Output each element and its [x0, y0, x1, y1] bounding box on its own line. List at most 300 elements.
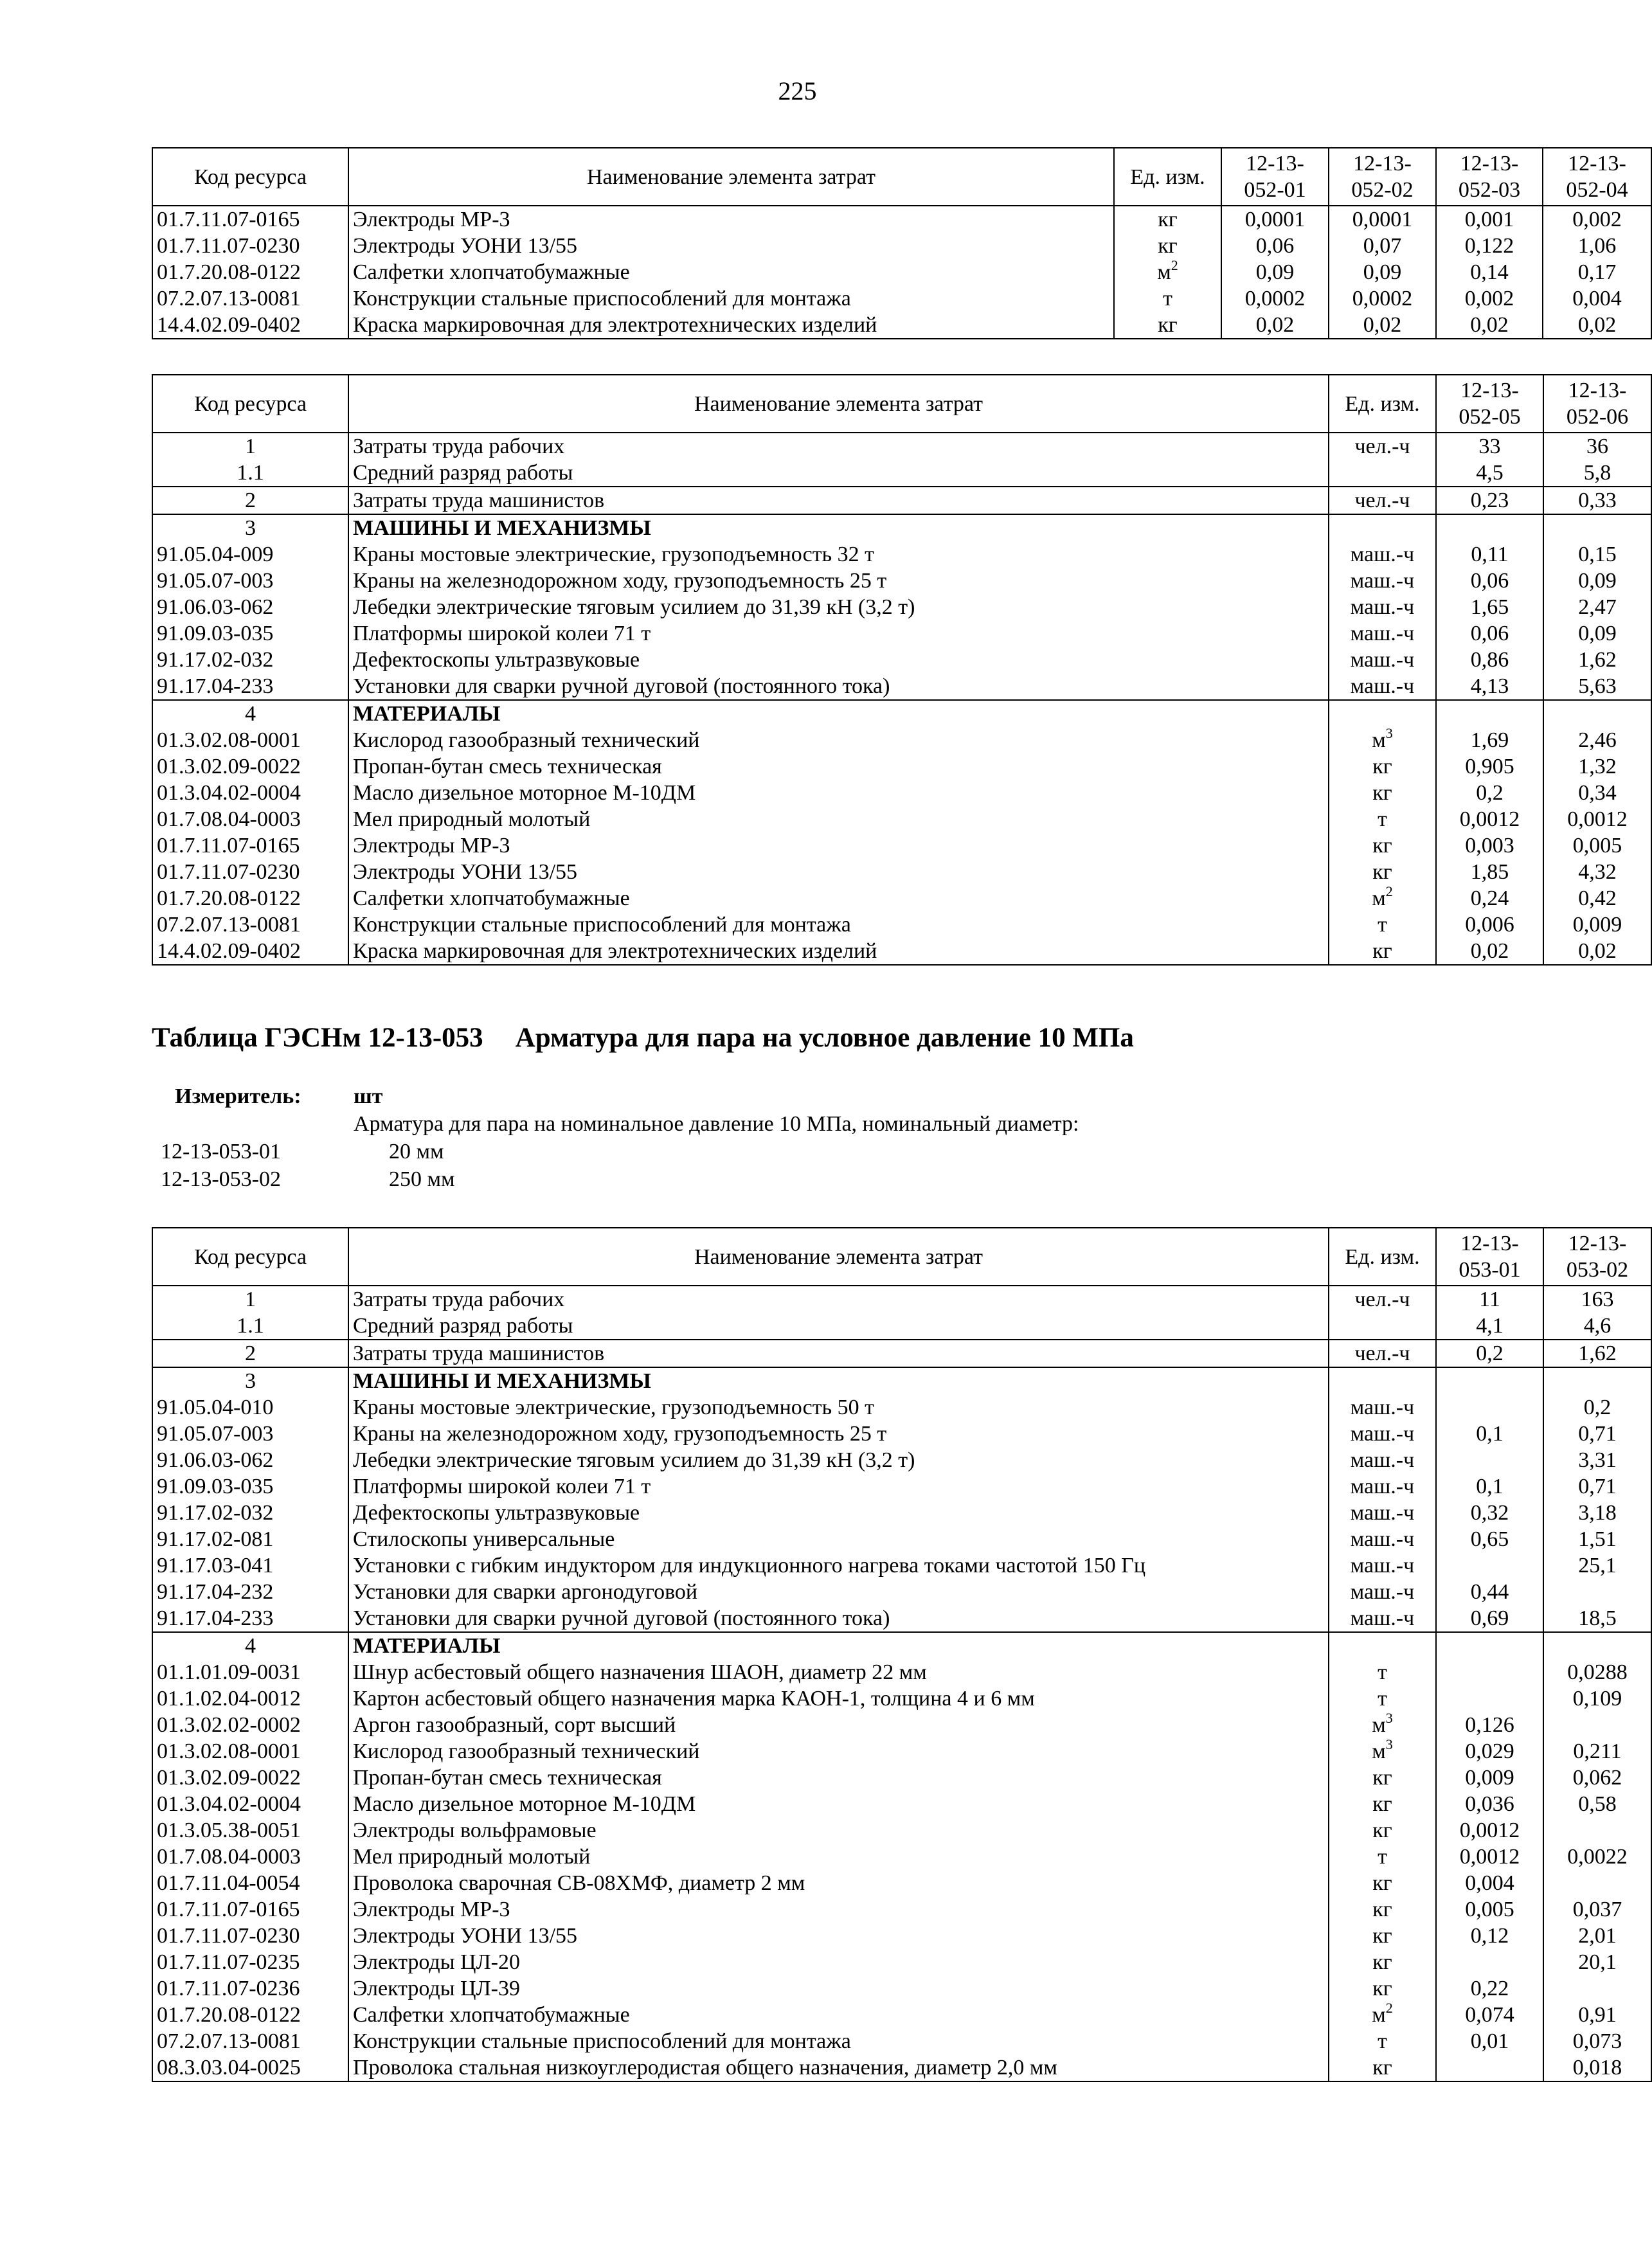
- value-cell: 1,69: [1436, 727, 1543, 753]
- value-cell: 0,22: [1436, 1975, 1543, 2002]
- header-cell: 12-13- 052-06: [1543, 375, 1651, 433]
- item-name-cell: Пропан-бутан смесь техническая: [348, 1765, 1329, 1791]
- value-cell: 2,47: [1543, 594, 1651, 620]
- value-cell: 0,0001: [1221, 206, 1329, 233]
- resource-code-cell: 91.05.04-009: [152, 541, 348, 568]
- table-row: [152, 487, 1651, 514]
- unit-cell: маш.-ч: [1329, 1447, 1436, 1473]
- page-number: 225: [778, 76, 817, 105]
- value-cell: 1,51: [1543, 1526, 1651, 1552]
- resource-table-053: [152, 1227, 1652, 2082]
- variant-text: 250 мм: [389, 1167, 455, 1191]
- table-row: [152, 1473, 1651, 1500]
- unit-cell: чел.-ч: [1329, 1286, 1436, 1313]
- resource-code-cell: 01.7.20.08-0122: [152, 259, 348, 285]
- unit-cell: $м^2$: [1329, 2002, 1436, 2028]
- unit-cell: [1329, 460, 1436, 487]
- resource-code-cell: 91.09.03-035: [152, 1473, 348, 1500]
- unit-cell: чел.-ч: [1329, 487, 1436, 514]
- value-cell: [1543, 514, 1651, 541]
- resource-code-cell: 01.7.11.07-0165: [152, 1896, 348, 1923]
- resource-code-cell: 1.1: [152, 1313, 348, 1340]
- unit-cell: маш.-ч: [1329, 1579, 1436, 1605]
- value-cell: 0,0012: [1436, 1844, 1543, 1870]
- item-name-cell: Стилоскопы универсальные: [348, 1526, 1329, 1552]
- value-cell: 1,32: [1543, 753, 1651, 780]
- resource-code-cell: 91.17.04-233: [152, 673, 348, 700]
- item-name-cell: Платформы широкой колеи 71 т: [348, 620, 1329, 647]
- header-cell: 12-13- 053-01: [1436, 1228, 1543, 1286]
- unit-cell: кг: [1329, 938, 1436, 965]
- item-name-cell: Электроды УОНИ 13/55: [348, 1923, 1329, 1949]
- resource-code-cell: 3: [152, 514, 348, 541]
- value-cell: 0,001: [1436, 206, 1543, 233]
- resource-code-cell: 4: [152, 700, 348, 727]
- resource-code-cell: 07.2.07.13-0081: [152, 2028, 348, 2054]
- header-cell: Код ресурса: [152, 148, 348, 206]
- table-row: [152, 1500, 1651, 1526]
- unit-cell: кг: [1329, 1791, 1436, 1817]
- value-cell: 0,02: [1221, 312, 1329, 339]
- value-cell: 20,1: [1543, 1949, 1651, 1975]
- item-name-cell: Краны на железнодорожном ходу, грузоподъемность 25 т: [348, 568, 1329, 594]
- item-name-cell: Масло дизельное моторное М-10ДМ: [348, 780, 1329, 806]
- header-cell: 12-13- 053-02: [1543, 1228, 1651, 1286]
- value-cell: 0,0012: [1436, 806, 1543, 832]
- unit-cell: кг: [1329, 2054, 1436, 2081]
- value-cell: 0,109: [1543, 1685, 1651, 1712]
- unit-cell: маш.-ч: [1329, 673, 1436, 700]
- resource-code-cell: 91.17.02-081: [152, 1526, 348, 1552]
- value-cell: 0,003: [1436, 832, 1543, 859]
- table-row: [152, 912, 1651, 938]
- item-name-cell: Дефектоскопы ультразвуковые: [348, 647, 1329, 673]
- value-cell: 0,0288: [1543, 1659, 1651, 1685]
- value-cell: 36: [1543, 433, 1651, 460]
- resource-code-cell: 01.7.11.07-0230: [152, 859, 348, 885]
- table-row: [152, 1975, 1651, 2002]
- table-row: [152, 859, 1651, 885]
- table-row: [152, 1605, 1651, 1632]
- resource-code-cell: 14.4.02.09-0402: [152, 938, 348, 965]
- header-cell: Ед. изм.: [1329, 375, 1436, 433]
- item-name-cell: Пропан-бутан смесь техническая: [348, 753, 1329, 780]
- resource-code-cell: 01.7.11.07-0236: [152, 1975, 348, 2002]
- resource-code-cell: 91.05.07-003: [152, 568, 348, 594]
- table-row: [152, 885, 1651, 912]
- value-cell: 5,63: [1543, 673, 1651, 700]
- unit-cell: чел.-ч: [1329, 1340, 1436, 1367]
- resource-code-cell: 01.3.02.09-0022: [152, 753, 348, 780]
- value-cell: 4,32: [1543, 859, 1651, 885]
- value-cell: 5,8: [1543, 460, 1651, 487]
- value-cell: 2,01: [1543, 1923, 1651, 1949]
- value-cell: 0,44: [1436, 1579, 1543, 1605]
- value-cell: [1436, 514, 1543, 541]
- table-row: [152, 727, 1651, 753]
- table-row: [152, 1791, 1651, 1817]
- resource-code-cell: 91.06.03-062: [152, 1447, 348, 1473]
- resource-code-cell: 01.7.11.07-0165: [152, 206, 348, 233]
- resource-code-cell: 01.7.11.07-0230: [152, 233, 348, 259]
- resource-code-cell: 1.1: [152, 460, 348, 487]
- measure-unit: шт: [354, 1084, 383, 1108]
- item-name-cell: Салфетки хлопчатобумажные: [348, 2002, 1329, 2028]
- value-cell: 0,14: [1436, 259, 1543, 285]
- item-name-cell: Краны мостовые электрические, грузоподъемность 50 т: [348, 1394, 1329, 1421]
- table-row: [152, 1844, 1651, 1870]
- item-name-cell: Электроды МР-3: [348, 206, 1114, 233]
- value-cell: 0,1: [1436, 1473, 1543, 1500]
- table-name: Арматура для пара на условное давление 10 МПа: [515, 1023, 1134, 1053]
- value-cell: [1543, 1975, 1651, 2002]
- item-name-cell: Кислород газообразный технический: [348, 727, 1329, 753]
- table-row: [152, 285, 1651, 312]
- resource-code-cell: 91.17.04-233: [152, 1605, 348, 1632]
- item-name-cell: Краска маркировочная для электротехнических изделий: [348, 312, 1114, 339]
- table-row: [152, 594, 1651, 620]
- item-name-cell: Конструкции стальные приспособлений для монтажа: [348, 285, 1114, 312]
- resource-code-cell: 91.17.04-232: [152, 1579, 348, 1605]
- value-cell: 0,005: [1543, 832, 1651, 859]
- value-cell: [1543, 1579, 1651, 1605]
- value-cell: 1,62: [1543, 1340, 1651, 1367]
- value-cell: 2,46: [1543, 727, 1651, 753]
- value-cell: 0,2: [1436, 780, 1543, 806]
- unit-cell: маш.-ч: [1329, 594, 1436, 620]
- value-cell: 11: [1436, 1286, 1543, 1313]
- header-cell: 12-13- 052-04: [1543, 148, 1651, 206]
- value-cell: 0,002: [1436, 285, 1543, 312]
- item-name-cell: Электроды УОНИ 13/55: [348, 859, 1329, 885]
- value-cell: 0,65: [1436, 1526, 1543, 1552]
- value-cell: 0,211: [1543, 1738, 1651, 1765]
- resource-code-cell: 08.3.03.04-0025: [152, 2054, 348, 2081]
- header-cell: Ед. изм.: [1114, 148, 1221, 206]
- unit-cell: $м^3$: [1329, 1738, 1436, 1765]
- unit-cell: $м^3$: [1329, 1712, 1436, 1738]
- table-row: [152, 806, 1651, 832]
- unit-cell: кг: [1114, 312, 1221, 339]
- value-cell: 4,1: [1436, 1313, 1543, 1340]
- resource-code-cell: 01.7.08.04-0003: [152, 1844, 348, 1870]
- item-name-cell: Электроды МР-3: [348, 1896, 1329, 1923]
- value-cell: [1436, 1394, 1543, 1421]
- item-name-cell: Затраты труда машинистов: [348, 1340, 1329, 1367]
- unit-cell: [1329, 514, 1436, 541]
- resource-code-cell: 4: [152, 1632, 348, 1659]
- item-name-cell: Электроды МР-3: [348, 832, 1329, 859]
- item-name-cell: Средний разряд работы: [348, 460, 1329, 487]
- table-row: [152, 1552, 1651, 1579]
- table-row: [152, 1949, 1651, 1975]
- value-cell: 1,06: [1543, 233, 1651, 259]
- value-cell: 0,004: [1543, 285, 1651, 312]
- value-cell: 0,074: [1436, 2002, 1543, 2028]
- resource-table-052-05-06: [152, 374, 1652, 966]
- resource-code-cell: 1: [152, 1286, 348, 1313]
- table-row: [152, 1765, 1651, 1791]
- unit-cell: [1329, 1313, 1436, 1340]
- table-row: [152, 1367, 1651, 1394]
- value-cell: 4,13: [1436, 673, 1543, 700]
- table-row: [152, 514, 1651, 541]
- value-cell: 4,6: [1543, 1313, 1651, 1340]
- item-name-cell: Картон асбестовый общего назначения марка КАОН-1, толщина 4 и 6 мм: [348, 1685, 1329, 1712]
- item-name-cell: Электроды вольфрамовые: [348, 1817, 1329, 1844]
- table-row: [152, 460, 1651, 487]
- table-row: [152, 206, 1651, 233]
- unit-cell: маш.-ч: [1329, 620, 1436, 647]
- resource-code-cell: 01.7.11.07-0165: [152, 832, 348, 859]
- value-cell: 0,037: [1543, 1896, 1651, 1923]
- header-cell: Наименование элемента затрат: [348, 148, 1114, 206]
- header-cell: Наименование элемента затрат: [348, 1228, 1329, 1286]
- unit-cell: $м^3$: [1329, 727, 1436, 753]
- unit-cell: [1329, 700, 1436, 727]
- resource-code-cell: 91.06.03-062: [152, 594, 348, 620]
- value-cell: 0,002: [1543, 206, 1651, 233]
- value-cell: 0,02: [1329, 312, 1436, 339]
- resource-table-052-01-04: [152, 147, 1652, 339]
- table-row: [152, 541, 1651, 568]
- value-cell: 0,09: [1543, 568, 1651, 594]
- item-name-cell: Краны мостовые электрические, грузоподъемность 32 т: [348, 541, 1329, 568]
- value-cell: 0,02: [1543, 938, 1651, 965]
- unit-cell: кг: [1329, 780, 1436, 806]
- value-cell: [1543, 1817, 1651, 1844]
- value-cell: 0,06: [1436, 568, 1543, 594]
- unit-cell: маш.-ч: [1329, 1421, 1436, 1447]
- unit-cell: т: [1329, 1685, 1436, 1712]
- unit-cell: чел.-ч: [1329, 433, 1436, 460]
- resource-code-cell: 01.7.20.08-0122: [152, 2002, 348, 2028]
- unit-cell: т: [1329, 2028, 1436, 2054]
- value-cell: 0,06: [1221, 233, 1329, 259]
- table-row: [152, 1286, 1651, 1313]
- value-cell: [1436, 1552, 1543, 1579]
- table-row: [152, 1712, 1651, 1738]
- unit-cell: маш.-ч: [1329, 1394, 1436, 1421]
- item-name-cell: МАШИНЫ И МЕХАНИЗМЫ: [348, 1367, 1329, 1394]
- table-row: [152, 1659, 1651, 1685]
- value-cell: [1436, 1447, 1543, 1473]
- value-cell: 18,5: [1543, 1605, 1651, 1632]
- item-name-cell: Электроды ЦЛ-20: [348, 1949, 1329, 1975]
- table-row: [152, 233, 1651, 259]
- unit-cell: [1329, 1367, 1436, 1394]
- table-row: [152, 1896, 1651, 1923]
- item-name-cell: МАШИНЫ И МЕХАНИЗМЫ: [348, 514, 1329, 541]
- item-name-cell: МАТЕРИАЛЫ: [348, 1632, 1329, 1659]
- unit-cell: т: [1329, 806, 1436, 832]
- value-cell: 0,71: [1543, 1421, 1651, 1447]
- value-cell: 0,06: [1436, 620, 1543, 647]
- resource-code-cell: 91.05.04-010: [152, 1394, 348, 1421]
- value-cell: 3,31: [1543, 1447, 1651, 1473]
- value-cell: 0,122: [1436, 233, 1543, 259]
- resource-code-cell: 01.1.01.09-0031: [152, 1659, 348, 1685]
- value-cell: 1,62: [1543, 647, 1651, 673]
- value-cell: 0,005: [1436, 1896, 1543, 1923]
- value-cell: [1436, 1949, 1543, 1975]
- value-cell: 0,0012: [1436, 1817, 1543, 1844]
- unit-cell: маш.-ч: [1329, 1473, 1436, 1500]
- item-name-cell: Конструкции стальные приспособлений для монтажа: [348, 2028, 1329, 2054]
- item-name-cell: Средний разряд работы: [348, 1313, 1329, 1340]
- header-cell: 12-13- 052-01: [1221, 148, 1329, 206]
- resource-code-cell: 91.09.03-035: [152, 620, 348, 647]
- value-cell: 0,01: [1436, 2028, 1543, 2054]
- value-cell: [1543, 1870, 1651, 1896]
- unit-cell: кг: [1329, 1765, 1436, 1791]
- unit-cell: кг: [1329, 1949, 1436, 1975]
- resource-code-cell: 91.17.03-041: [152, 1552, 348, 1579]
- table-header-row: [152, 148, 1651, 206]
- value-cell: 0,24: [1436, 885, 1543, 912]
- resource-code-cell: 01.3.04.02-0004: [152, 780, 348, 806]
- value-cell: 0,17: [1543, 259, 1651, 285]
- item-name-cell: Установки для сварки ручной дуговой (постоянного тока): [348, 673, 1329, 700]
- table-row: [152, 938, 1651, 965]
- item-name-cell: Электроды ЦЛ-39: [348, 1975, 1329, 2002]
- unit-cell: кг: [1329, 1870, 1436, 1896]
- unit-cell: маш.-ч: [1329, 647, 1436, 673]
- value-cell: 1,65: [1436, 594, 1543, 620]
- item-name-cell: Мел природный молотый: [348, 806, 1329, 832]
- value-cell: 0,02: [1436, 312, 1543, 339]
- value-cell: 33: [1436, 433, 1543, 460]
- table-row: [152, 832, 1651, 859]
- item-name-cell: Установки для сварки аргонодуговой: [348, 1579, 1329, 1605]
- value-cell: 0,2: [1436, 1340, 1543, 1367]
- value-cell: 0,69: [1436, 1605, 1543, 1632]
- header-cell: 12-13- 052-05: [1436, 375, 1543, 433]
- value-cell: 0,0022: [1543, 1844, 1651, 1870]
- value-cell: 0,09: [1329, 259, 1436, 285]
- resource-code-cell: 01.3.05.38-0051: [152, 1817, 348, 1844]
- resource-code-cell: 2: [152, 1340, 348, 1367]
- item-name-cell: Салфетки хлопчатобумажные: [348, 259, 1114, 285]
- value-cell: 0,11: [1436, 541, 1543, 568]
- value-cell: 0,42: [1543, 885, 1651, 912]
- value-cell: 0,12: [1436, 1923, 1543, 1949]
- value-cell: 0,33: [1543, 487, 1651, 514]
- value-cell: 0,009: [1543, 912, 1651, 938]
- item-name-cell: Краска маркировочная для электротехнических изделий: [348, 938, 1329, 965]
- value-cell: 0,0002: [1329, 285, 1436, 312]
- unit-cell: [1329, 1632, 1436, 1659]
- measure-label: Измеритель:: [175, 1084, 301, 1108]
- value-cell: [1436, 1632, 1543, 1659]
- item-name-cell: Платформы широкой колеи 71 т: [348, 1473, 1329, 1500]
- value-cell: [1436, 1685, 1543, 1712]
- value-cell: [1543, 1367, 1651, 1394]
- resource-code-cell: 07.2.07.13-0081: [152, 285, 348, 312]
- item-name-cell: Кислород газообразный технический: [348, 1738, 1329, 1765]
- unit-cell: кг: [1114, 206, 1221, 233]
- item-name-cell: Мел природный молотый: [348, 1844, 1329, 1870]
- value-cell: 0,009: [1436, 1765, 1543, 1791]
- table-row: [152, 1685, 1651, 1712]
- unit-cell: кг: [1329, 859, 1436, 885]
- value-cell: 0,07: [1329, 233, 1436, 259]
- table-row: [152, 1579, 1651, 1605]
- table-row: [152, 1817, 1651, 1844]
- resource-code-cell: 01.3.02.02-0002: [152, 1712, 348, 1738]
- item-name-cell: Конструкции стальные приспособлений для монтажа: [348, 912, 1329, 938]
- table-row: [152, 700, 1651, 727]
- unit-cell: маш.-ч: [1329, 1500, 1436, 1526]
- unit-cell: кг: [1329, 1975, 1436, 2002]
- table-row: [152, 1340, 1651, 1367]
- variant-code: 12-13-053-02: [161, 1167, 281, 1191]
- resource-code-cell: 01.7.08.04-0003: [152, 806, 348, 832]
- unit-cell: т: [1114, 285, 1221, 312]
- unit-cell: маш.-ч: [1329, 1526, 1436, 1552]
- table-header-row: [152, 1228, 1651, 1286]
- table-row: [152, 780, 1651, 806]
- unit-cell: т: [1329, 912, 1436, 938]
- table-row: [152, 1421, 1651, 1447]
- value-cell: [1436, 2054, 1543, 2081]
- value-cell: 0,23: [1436, 487, 1543, 514]
- table-row: [152, 1870, 1651, 1896]
- resource-code-cell: 1: [152, 433, 348, 460]
- table-row: [152, 1632, 1651, 1659]
- value-cell: 0,2: [1543, 1394, 1651, 1421]
- value-cell: 0,0012: [1543, 806, 1651, 832]
- table-row: [152, 1394, 1651, 1421]
- table-header-row: [152, 375, 1651, 433]
- value-cell: 163: [1543, 1286, 1651, 1313]
- value-cell: 0,0001: [1329, 206, 1436, 233]
- unit-cell: кг: [1329, 832, 1436, 859]
- resource-code-cell: 91.05.07-003: [152, 1421, 348, 1447]
- header-cell: 12-13- 052-02: [1329, 148, 1436, 206]
- item-name-cell: Шнур асбестовый общего назначения ШАОН, диаметр 22 мм: [348, 1659, 1329, 1685]
- header-cell: 12-13- 052-03: [1436, 148, 1543, 206]
- value-cell: 1,85: [1436, 859, 1543, 885]
- unit-cell: $м^2$: [1329, 885, 1436, 912]
- item-name-cell: Электроды УОНИ 13/55: [348, 233, 1114, 259]
- item-name-cell: Затраты труда машинистов: [348, 487, 1329, 514]
- variant-text: 20 мм: [389, 1140, 444, 1163]
- value-cell: 0,34: [1543, 780, 1651, 806]
- table-row: [152, 312, 1651, 339]
- resource-code-cell: 01.7.11.04-0054: [152, 1870, 348, 1896]
- value-cell: 0,018: [1543, 2054, 1651, 2081]
- unit-cell: маш.-ч: [1329, 541, 1436, 568]
- value-cell: [1436, 1659, 1543, 1685]
- unit-cell: т: [1329, 1659, 1436, 1685]
- resource-code-cell: 14.4.02.09-0402: [152, 312, 348, 339]
- resource-code-cell: 01.3.02.09-0022: [152, 1765, 348, 1791]
- item-name-cell: Лебедки электрические тяговым усилием до 31,39 кН (3,2 т): [348, 594, 1329, 620]
- unit-cell: кг: [1114, 233, 1221, 259]
- value-cell: 0,004: [1436, 1870, 1543, 1896]
- table-row: [152, 2054, 1651, 2081]
- resource-code-cell: 91.17.02-032: [152, 1500, 348, 1526]
- value-cell: 0,073: [1543, 2028, 1651, 2054]
- value-cell: 0,09: [1221, 259, 1329, 285]
- table-row: [152, 620, 1651, 647]
- value-cell: 0,71: [1543, 1473, 1651, 1500]
- resource-code-cell: 2: [152, 487, 348, 514]
- unit-cell: т: [1329, 1844, 1436, 1870]
- table-row: [152, 259, 1651, 285]
- table-row: [152, 568, 1651, 594]
